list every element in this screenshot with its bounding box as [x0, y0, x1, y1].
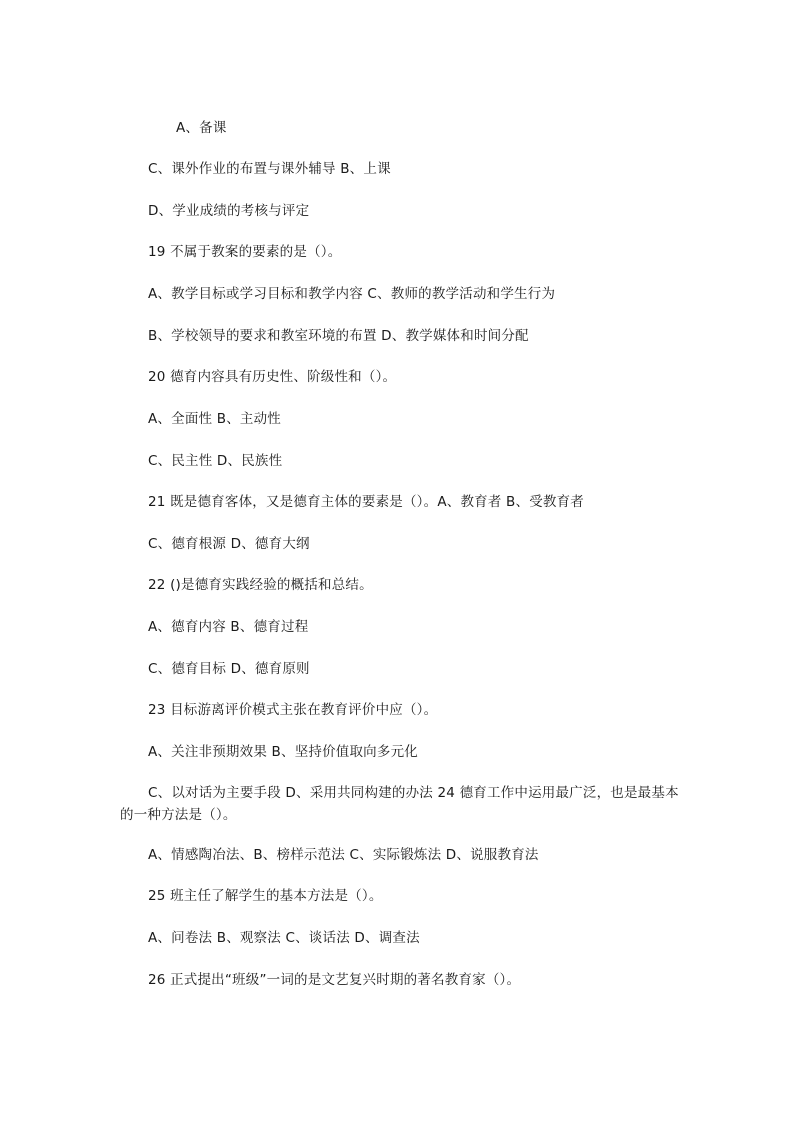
question-22-options-ab: A、德育内容 B、德育过程: [148, 619, 309, 635]
question-19-options-ac: A、教学目标或学习目标和教学内容 C、教师的教学活动和学生行为: [148, 286, 556, 302]
question-19-options-bd: B、学校领导的要求和教室环境的布置 D、教学媒体和时间分配: [148, 328, 529, 344]
option-line-d: D、学业成绩的考核与评定: [148, 203, 310, 219]
question-21: 21 既是德育客体，又是德育主体的要素是（）。A、教育者 B、受教育者: [148, 494, 585, 510]
question-25: 25 班主任了解学生的基本方法是（）。: [148, 888, 383, 904]
question-22-options-cd: C、德育目标 D、德育原则: [148, 661, 310, 677]
question-26: 26 正式提出“班级”一词的是文艺复兴时期的著名教育家（）。: [148, 972, 521, 988]
question-19: 19 不属于教案的要素的是（）。: [148, 244, 342, 260]
question-24-options: A、情感陶冶法、B、榜样示范法 C、实际锻炼法 D、说服教育法: [148, 847, 539, 863]
question-20-options-ab: A、全面性 B、主动性: [148, 411, 281, 427]
question-20-options-cd: C、民主性 D、民族性: [148, 453, 283, 469]
question-22: 22 ()是德育实践经验的概括和总结。: [148, 577, 373, 593]
question-20: 20 德育内容具有历史性、阶级性和（）。: [148, 369, 397, 385]
question-21-options-cd: C、德育根源 D、德育大纲: [148, 536, 310, 552]
question-23-options-ab: A、关注非预期效果 B、坚持价值取向多元化: [148, 744, 418, 760]
question-23: 23 目标游离评价模式主张在教育评价中应（）。: [148, 702, 438, 718]
question-23-cd-and-question-24: C、以对话为主要手段 D、采用共同构建的办法 24 德育工作中运用最广泛，也是最基本的一种方法是（）。: [120, 785, 679, 823]
option-line-c-b: C、课外作业的布置与课外辅导 B、上课: [148, 161, 391, 177]
question-25-options: A、问卷法 B、观察法 C、谈话法 D、调查法: [148, 930, 420, 946]
option-line-a-beike: A、备课: [176, 120, 227, 136]
